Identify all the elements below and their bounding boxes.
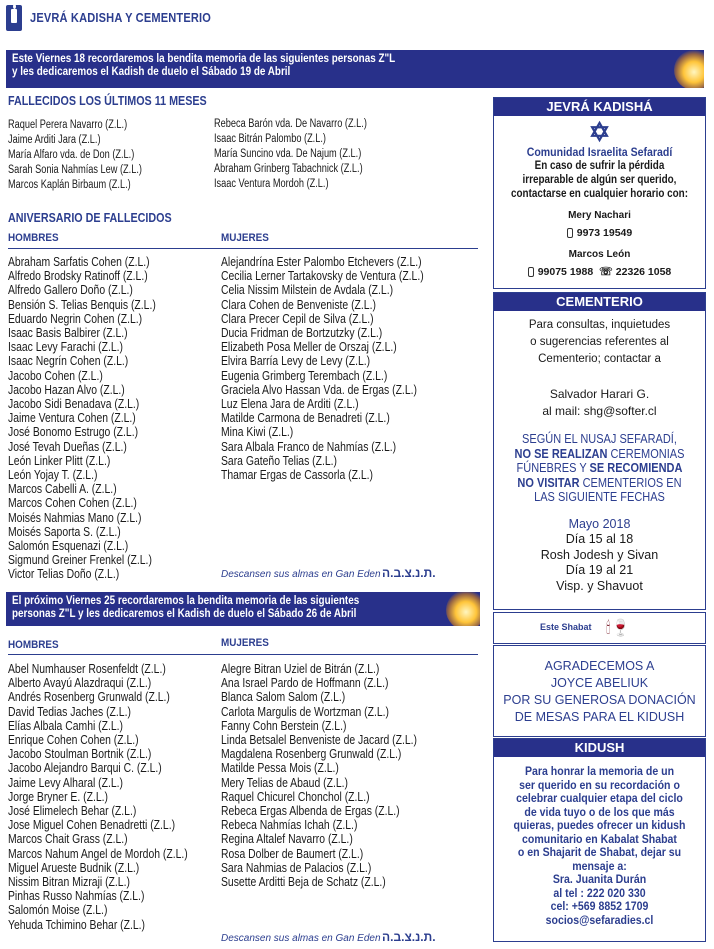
list-item: Alfredo Gallero Doño (Z.L.) bbox=[8, 282, 133, 298]
mobile-phone-icon bbox=[567, 228, 573, 238]
list-item: Marcos Nahum Angel de Mordoh (Z.L.) bbox=[8, 845, 188, 861]
mobile-phone-icon bbox=[528, 267, 534, 277]
contact-phone: 9973 19549 bbox=[576, 227, 633, 239]
info-line: irreparable de algún ser querido, bbox=[522, 174, 677, 186]
divider bbox=[8, 654, 478, 655]
list-item: Yehuda Tchimino Behar (Z.L.) bbox=[8, 916, 146, 932]
list-item: David Tedias Jaches (Z.L.) bbox=[8, 703, 131, 719]
banner-line-1: Este Viernes 18 recordaremos la bendita memoria de las siguientes personas Z"L bbox=[12, 53, 396, 65]
banner-this-friday bbox=[6, 50, 704, 88]
list-item: Sara Nahmias de Palacios (Z.L.) bbox=[221, 859, 372, 875]
list-item: Ducia Fridman de Bortzutzky (Z.L.) bbox=[221, 325, 383, 341]
kidush-line: comunitario en Kabalat Shabat bbox=[522, 831, 677, 846]
list-item: Moisés Nahmias Mano (Z.L.) bbox=[8, 509, 142, 525]
contact-email[interactable]: socios@sefaradies.cl bbox=[545, 912, 654, 927]
section-title-aniversario: ANIVERSARIO DE FALLECIDOS bbox=[8, 211, 172, 225]
info-line: o sugerencias referentes al bbox=[530, 336, 669, 348]
list-item: Miguel Arueste Budnik (Z.L.) bbox=[8, 859, 140, 875]
list-item: Matilde Pessa Mois (Z.L.) bbox=[221, 760, 339, 776]
list-item: Raquel Perera Navarro (Z.L.) bbox=[8, 119, 128, 131]
list-item: Elizabeth Posa Meller de Orszaj (Z.L.) bbox=[221, 339, 397, 355]
kidush-line: quieras, puedes ofrecer un kidush bbox=[513, 818, 686, 832]
list-item: Sigmund Greiner Frenkel (Z.L.) bbox=[8, 552, 152, 568]
list-item: Marcos Chait Grass (Z.L.) bbox=[8, 831, 128, 847]
fallecidos-list-right bbox=[214, 117, 367, 192]
list-item: Fanny Cohn Berstein (Z.L.) bbox=[221, 717, 347, 733]
date-line: Día 19 al 21 bbox=[565, 563, 634, 577]
star-of-david-icon: ✡ bbox=[588, 117, 611, 147]
list-item: Matilde Carmona de Benadreti (Z.L.) bbox=[221, 410, 390, 426]
footer-blessing: Descansen sus almas en Gan Eden bbox=[221, 933, 381, 944]
list-item: Rebeca Nahmías Ichah (Z.L.) bbox=[221, 817, 358, 833]
notice-line: CEREMONIAS bbox=[607, 446, 685, 461]
footer-blessing: Descansen sus almas en Gan Eden bbox=[221, 569, 381, 580]
jevra-box-title: JEVRÁ KADISHÁ bbox=[494, 98, 705, 116]
list-item: León Linker Plitt (Z.L.) bbox=[8, 452, 111, 468]
candle-flame-icon bbox=[446, 592, 480, 626]
contact-email[interactable]: al mail: shg@softer.cl bbox=[542, 404, 657, 418]
list-item: Isaac Negrín Cohen (Z.L.) bbox=[8, 353, 129, 369]
list-item: Nissim Bitran Mizraji (Z.L.) bbox=[8, 874, 130, 890]
proximo-hombres-list bbox=[8, 662, 188, 932]
jevra-kadisha-box bbox=[493, 97, 706, 289]
thanks-line: JOYCE ABELIUK bbox=[550, 676, 649, 690]
list-item: María Alfaro vda. de Don (Z.L.) bbox=[8, 149, 135, 161]
kidush-line: Para honrar la memoria de un bbox=[524, 764, 675, 778]
list-item: Salomón Moise (Z.L.) bbox=[8, 902, 108, 918]
list-item: Isaac Bitrán Palombo (Z.L.) bbox=[214, 133, 326, 145]
wine-candles-icon: 🕯🍷 bbox=[606, 620, 631, 637]
contact-name: Marcos León bbox=[568, 249, 631, 260]
candle-icon bbox=[6, 5, 22, 31]
list-item: Bensión S. Telias Benquis (Z.L.) bbox=[8, 296, 156, 312]
list-item: Eugenia Grimberg Terembach (Z.L.) bbox=[221, 367, 388, 383]
contact-phone: 22326 1058 bbox=[615, 266, 672, 278]
notice-line: FÚNEBRES Y bbox=[516, 461, 590, 475]
list-item: Abel Numhauser Rosenfeldt (Z.L.) bbox=[8, 661, 166, 676]
list-item: Jorge Bryner E. (Z.L.) bbox=[8, 788, 108, 804]
proximo-mujeres-list bbox=[221, 662, 417, 889]
cementerio-box-title: CEMENTERIO bbox=[494, 293, 705, 311]
date-line: Visp. y Shavuot bbox=[556, 578, 643, 593]
contact-mobile: cel: +569 8852 1709 bbox=[550, 899, 649, 913]
list-item: Luz Elena Jara de Arditi (Z.L.) bbox=[221, 396, 359, 412]
este-shabat-label: Este Shabat bbox=[540, 622, 592, 632]
list-item: Eduardo Negrin Cohen (Z.L.) bbox=[8, 310, 143, 326]
list-item: León Yojay T. (Z.L.) bbox=[8, 467, 98, 483]
cementerio-box bbox=[493, 292, 706, 610]
list-item: Elvira Barría Levy de Levy (Z.L.) bbox=[221, 353, 371, 369]
notice-line: SEGÚN EL NUSAJ SEFARADÍ, bbox=[522, 432, 677, 446]
list-item: Alberto Avayú Alazdraqui (Z.L.) bbox=[8, 675, 152, 691]
date-line: Mayo 2018 bbox=[568, 516, 631, 531]
list-item: Mina Kiwi (Z.L.) bbox=[221, 424, 294, 440]
column-header-hombres: HOMBRES bbox=[8, 639, 59, 651]
kidush-box bbox=[493, 738, 706, 942]
list-item: Elías Albala Camhi (Z.L.) bbox=[8, 717, 124, 733]
list-item: Sara Gateño Telias (Z.L.) bbox=[221, 452, 337, 468]
info-line: Cementerio; contactar a bbox=[538, 353, 661, 365]
kidush-box-title: KIDUSH bbox=[494, 739, 705, 757]
info-line: contactarse en cualquier horario con: bbox=[511, 188, 688, 200]
list-item: Raquel Chicurel Chonchol (Z.L.) bbox=[221, 788, 370, 804]
contact-phone: al tel : 222 020 330 bbox=[553, 885, 646, 900]
list-item: Marcos Kaplán Birbaum (Z.L.) bbox=[8, 179, 131, 191]
kidush-text bbox=[507, 765, 693, 873]
list-item: Graciela Alvo Hassan Vda. de Ergas (Z.L.) bbox=[221, 381, 417, 397]
list-item: Ana Israel Pardo de Hoffmann (Z.L.) bbox=[221, 675, 389, 691]
list-item: Blanca Salom Salom (Z.L.) bbox=[221, 689, 346, 705]
list-item: Jacobo Cohen (Z.L.) bbox=[8, 367, 103, 383]
thanks-line: DE MESAS PARA EL KIDUSH bbox=[514, 710, 685, 724]
list-item: Jaime Levy Alharal (Z.L.) bbox=[8, 774, 124, 790]
list-item: Pinhas Russo Nahmías (Z.L.) bbox=[8, 888, 145, 904]
list-item: Carlota Margulis de Wortzman (Z.L.) bbox=[221, 703, 389, 719]
date-line: Rosh Jodesh y Sivan bbox=[540, 547, 659, 562]
list-item: Salomón Esquenazi (Z.L.) bbox=[8, 538, 129, 554]
list-item: Andrés Rosenberg Grunwald (Z.L.) bbox=[8, 689, 170, 705]
list-item: Abraham Grinberg Tabachnick (Z.L.) bbox=[214, 163, 363, 175]
kidush-line: ser querido en su recordación o bbox=[519, 777, 680, 792]
list-item: Sarah Sonia Nahmías Lew (Z.L.) bbox=[8, 164, 142, 176]
list-item: Alfredo Brodsky Ratinoff (Z.L.) bbox=[8, 268, 148, 284]
list-item: Magdalena Rosenberg Grunwald (Z.L.) bbox=[221, 746, 402, 762]
list-item: Moisés Saporta S. (Z.L.) bbox=[8, 523, 121, 539]
phone-icon: ☏ bbox=[599, 266, 613, 278]
thanks-line: POR SU GENEROSA DONACIÓN bbox=[503, 693, 696, 707]
aniversario-mujeres-list bbox=[221, 255, 424, 482]
list-item: Alejandrína Ester Palombo Etchevers (Z.L.) bbox=[221, 254, 422, 269]
notice-emphasis: NO VISITAR bbox=[517, 475, 580, 490]
notice-emphasis: SE RECOMIENDA bbox=[589, 461, 683, 475]
info-line: Para consultas, inquietudes bbox=[528, 319, 671, 331]
list-item: Clara Cohen de Benveniste (Z.L.) bbox=[221, 296, 376, 312]
list-item: Jose Miguel Cohen Benadretti (Z.L.) bbox=[8, 817, 176, 833]
kidush-line: o en Shajarit de Shabat, dejar su bbox=[517, 845, 682, 859]
list-item: Rebeca Ergas Albenda de Ergas (Z.L.) bbox=[221, 803, 400, 819]
list-item: José Bonomo Estrugo (Z.L.) bbox=[8, 424, 139, 440]
divider bbox=[8, 248, 478, 249]
list-item: Jaime Ventura Cohen (Z.L.) bbox=[8, 410, 136, 426]
list-item: Linda Betsalel Benveniste de Jacard (Z.L.) bbox=[221, 732, 417, 748]
banner-line-1: El próximo Viernes 25 recordaremos la bendita memoria de las siguientes bbox=[12, 595, 360, 607]
list-item: Jacobo Alejandro Barqui C. (Z.L.) bbox=[8, 760, 162, 776]
list-item: Mery Telias de Abaud (Z.L.) bbox=[221, 774, 348, 790]
list-item: Thamar Ergas de Cassorla (Z.L.) bbox=[221, 467, 374, 483]
aniversario-hombres-list bbox=[8, 255, 156, 582]
banner-line-2: y les dedicaremos el Kadish de duelo el Sábado 19 de Abril bbox=[12, 66, 291, 78]
list-item: Abraham Sarfatis Cohen (Z.L.) bbox=[8, 254, 150, 269]
contact-name: Sra. Juanita Durán bbox=[552, 872, 647, 886]
list-item: Regina Altalef Navarro (Z.L.) bbox=[221, 831, 353, 847]
column-header-mujeres: MUJERES bbox=[221, 232, 269, 244]
list-item: José Elimelech Behar (Z.L.) bbox=[8, 803, 137, 819]
thanks-line: AGRADECEMOS A bbox=[544, 659, 655, 673]
banner-line-2: personas Z"L y les dedicaremos el Kadish de duelo el Sábado 26 de Abril bbox=[12, 608, 357, 620]
list-item: Jacobo Hazan Alvo (Z.L.) bbox=[8, 381, 125, 397]
list-item: Jacobo Stoulman Bortnik (Z.L.) bbox=[8, 746, 152, 762]
kidush-line: de vida tuyo o de los que más bbox=[524, 804, 675, 819]
list-item: Cecilia Lerner Tartakovsky de Ventura (Z.L.) bbox=[221, 268, 424, 284]
list-item: Sara Albala Franco de Nahmías (Z.L.) bbox=[221, 438, 397, 454]
page-title: JEVRÁ KADISHA Y CEMENTERIO bbox=[30, 10, 212, 25]
list-item: Victor Telias Doño (Z.L.) bbox=[8, 566, 120, 582]
list-item: Marcos Cohen Cohen (Z.L.) bbox=[8, 495, 137, 511]
notice-line: CEMENTERIOS EN bbox=[579, 475, 682, 490]
contact-name: Mery Nachari bbox=[568, 210, 631, 221]
section-title-fallecidos: FALLECIDOS LOS ÚLTIMOS 11 MESES bbox=[8, 94, 207, 108]
column-header-hombres: HOMBRES bbox=[8, 232, 59, 244]
list-item: Isaac Levy Farachi (Z.L.) bbox=[8, 339, 124, 355]
list-item: Isaac Ventura Mordoh (Z.L.) bbox=[214, 178, 329, 190]
hebrew-blessing: ת.נ.צ.ב.ה. bbox=[382, 930, 436, 944]
banner-next-friday bbox=[6, 592, 480, 626]
org-name: Comunidad Israelita Sefaradí bbox=[526, 145, 673, 159]
list-item: Clara Precer Cepil de Silva (Z.L.) bbox=[221, 310, 374, 326]
hebrew-blessing: ת.נ.צ.ב.ה. bbox=[382, 566, 436, 580]
list-item: Jaime Arditi Jara (Z.L.) bbox=[8, 134, 101, 146]
notice-line: LAS SIGUIENTE FECHAS bbox=[534, 490, 665, 504]
candle-flame-icon bbox=[674, 50, 704, 88]
list-item: Enrique Cohen Cohen (Z.L.) bbox=[8, 732, 139, 748]
column-header-mujeres: MUJERES bbox=[221, 637, 269, 649]
contact-name: Salvador Harari G. bbox=[549, 387, 650, 401]
list-item: Rebeca Barón vda. De Navarro (Z.L.) bbox=[214, 118, 367, 130]
list-item: Susette Arditti Beja de Schatz (Z.L.) bbox=[221, 874, 386, 890]
list-item: Celia Nissim Milstein de Avdala (Z.L.) bbox=[221, 282, 394, 298]
kidush-line: celebrar cualquier etapa del ciclo bbox=[516, 791, 683, 805]
list-item: María Suncino vda. De Najum (Z.L.) bbox=[214, 148, 362, 160]
list-item: Alegre Bitran Uziel de Bitrán (Z.L.) bbox=[221, 661, 380, 676]
este-shabat-box bbox=[493, 612, 706, 644]
list-item: José Tevah Dueñas (Z.L.) bbox=[8, 438, 127, 454]
contact-mobile: 99075 1988 bbox=[537, 266, 594, 278]
list-item: Marcos Cabelli A. (Z.L.) bbox=[8, 481, 117, 497]
list-item: Jacobo Sidi Benadava (Z.L.) bbox=[8, 396, 140, 412]
fallecidos-list-left bbox=[8, 118, 142, 193]
list-item: Rosa Dolber de Baumert (Z.L.) bbox=[221, 845, 364, 861]
info-line: En caso de sufrir la pérdida bbox=[534, 160, 665, 172]
date-line: Día 15 al 18 bbox=[565, 532, 634, 546]
notice-emphasis: NO SE REALIZAN bbox=[514, 446, 608, 461]
list-item: Isaac Basis Balbirer (Z.L.) bbox=[8, 325, 128, 341]
kidush-line: mensaje a: bbox=[572, 858, 627, 873]
agradecemos-box bbox=[493, 645, 706, 737]
